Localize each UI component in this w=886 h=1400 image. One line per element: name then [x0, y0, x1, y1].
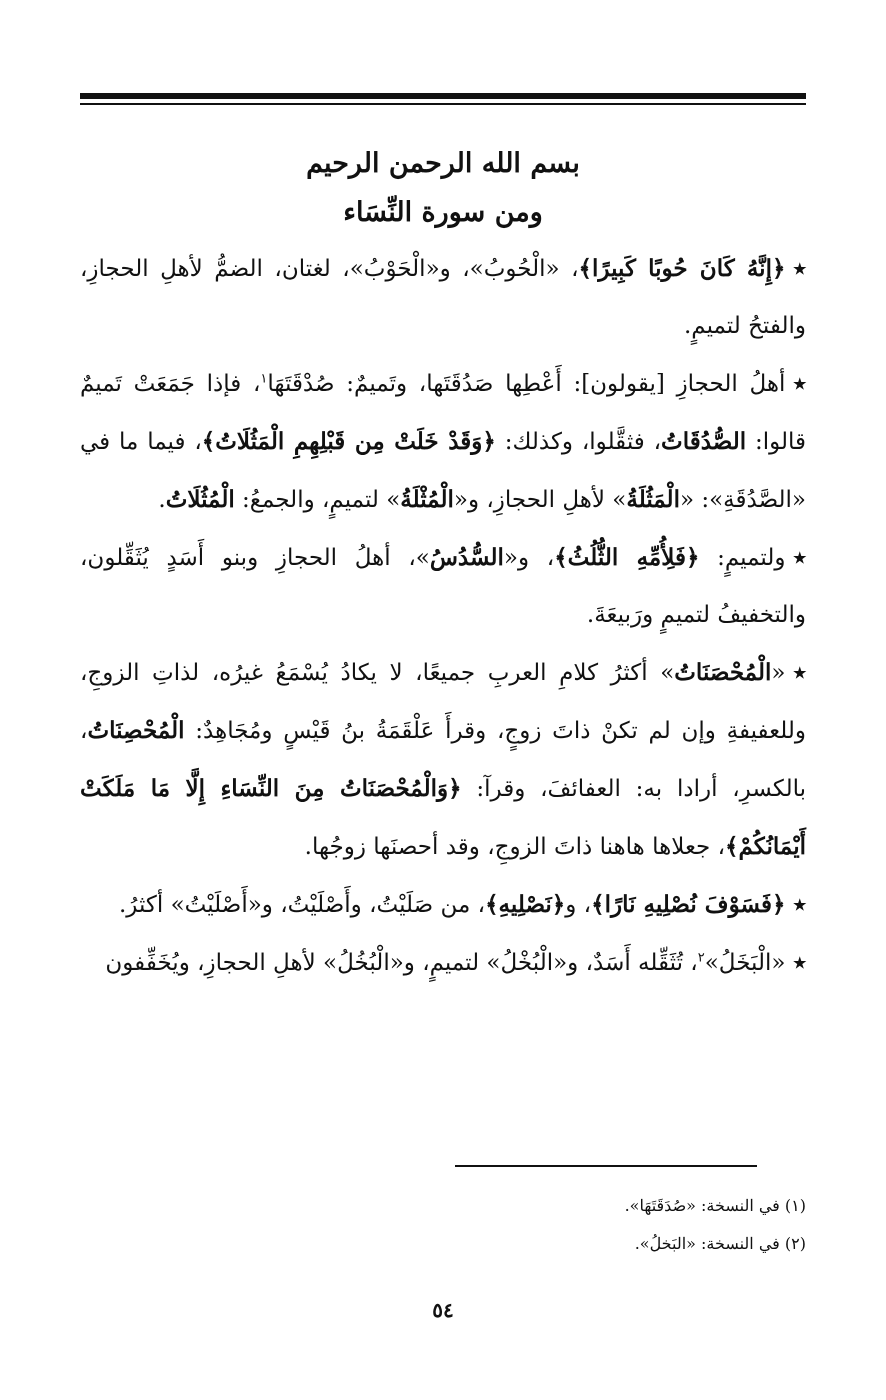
entry-text: ، تُثَقِّله أَسَدٌ، و«الْبُخْلُ» لتميمٍ، و«الْبُخُلُ» لأهلِ الحجازِ، ويُخَفِّفون [105, 950, 698, 976]
quran-quote: ﴿نَصْلِيهِ﴾ [485, 891, 566, 918]
bold-term: الصُّدُقَاتُ [661, 428, 747, 455]
asterisk-icon: ٭ [793, 659, 806, 686]
footnote-2: (٢) في النسخة: «البَخلُ». [634, 1234, 806, 1253]
entry-text: ، بالكسرِ، أرادا به: العفائفَ، وقرآ: [80, 718, 806, 802]
footnotes [80, 1195, 806, 1271]
asterisk-icon: ٭ [793, 544, 807, 571]
asterisk-icon: ٭ [793, 255, 806, 282]
footnote-separator [455, 1165, 757, 1167]
entry-text: » لأهلِ الحجازِ، و« [453, 487, 627, 513]
asterisk-icon: ٭ [793, 370, 806, 397]
footnote-1: (١) في النسخة: «صُدَقَتَهَا». [624, 1196, 806, 1215]
entry-text: » أكثرُ كلامِ العربِ جميعًا، لا يكادُ يُسْمَعُ غيرُه، لذاتِ الزوجِ، وللعفيفةِ وإن لم تكنْ ذاتَ زوجٍ، وقرأَ عَلْقَمَةُ بنُ قَيْسٍ ومُجَاهِدٌ: [80, 660, 806, 744]
entry-text: ولتميمٍ: [717, 545, 786, 571]
surah-title: ومن سورة النِّسَاء [343, 197, 543, 228]
page-body [80, 130, 806, 992]
entry-text: ، جعلاها هاهنا ذاتَ الزوجِ، وقد أحصنَها زوجُها. [304, 834, 726, 860]
header-rule-thick [80, 93, 806, 99]
quran-quote: ﴿وَقَدْ خَلَتْ مِن قَبْلِهِمِ الْمَثُلَاتُ﴾ [201, 428, 496, 455]
entry-nuslihi [80, 876, 806, 934]
bold-term: الْمُحْصَنَاتُ [674, 659, 772, 686]
quran-quote: ﴿فَسَوْفَ نُصْلِيهِ نَارًا﴾ [591, 891, 786, 918]
entry-text: »، أهلُ الحجازِ وبنو أَسَدٍ يُثَقِّلون، والتخفيفُ لتميمٍ ورَبيعَةَ. [80, 545, 806, 628]
entry-text: « [771, 660, 786, 686]
entry-text: . [158, 487, 166, 513]
entry-thuluth [80, 529, 806, 644]
entry-bukhl [80, 934, 806, 992]
entry-text: ، فإذا جَمَعَتْ تَميمٌ قالوا: [80, 371, 807, 455]
entry-text: أهلُ الحجازِ [يقولون]: أَعْطِها صَدُقَتَها، وتَميمٌ: صُدْقَتَهَا [267, 371, 786, 397]
asterisk-icon: ٭ [793, 949, 806, 976]
entry-text: » لتميمٍ، والجمعُ: [242, 487, 401, 513]
page-number: ٥٤ [432, 1298, 454, 1322]
quran-quote: ﴿فَلِأُمِّهِ الثُّلُثُ﴾ [554, 544, 700, 571]
bold-term: الْمُثُلَاتُ [165, 486, 235, 513]
entry-text: ، «الْحُوبُ»، و«الْحَوْبُ»، لغتان، الضمُّ لأهلِ الحجازِ، والفتحُ لتميمٍ. [80, 256, 806, 339]
bold-term: الْمَثُلَةُ [626, 486, 680, 513]
bold-term: الْمُحْصِنَاتُ [87, 717, 185, 744]
quran-quote: ﴿وَالْمُحْصَنَاتُ مِنَ النِّسَاءِ إِلَّا مَا مَلَكَتْ أَيْمَانُكُمْ﴾ [80, 775, 806, 860]
entry-hub [80, 240, 806, 355]
entry-text: ، و [565, 892, 592, 918]
header-rule-thin [80, 103, 806, 105]
entry-text: ، و« [503, 545, 555, 571]
bold-term: السُّدُسُ [429, 544, 504, 571]
entry-saduqa [80, 355, 806, 529]
entry-muhsanat [80, 644, 806, 876]
entry-text: ، فيما ما في «الصَّدُقَةِ»: « [80, 429, 806, 513]
basmala-heading: بسم الله الرحمن الرحيم [306, 148, 580, 179]
footnote-marker: ١ [260, 371, 268, 387]
quran-quote: ﴿إِنَّهُ كَانَ حُوبًا كَبِيرًا﴾ [578, 255, 786, 282]
entry-text: «الْبَخَلُ» [704, 950, 786, 976]
entry-text: ، فثقَّلوا، وكذلك: [504, 429, 662, 455]
asterisk-icon: ٭ [793, 891, 806, 918]
entry-text: ، من صَلَيْتُ، وأَصْلَيْتُ، و«أَصْلَيْتُ» أكثرُ. [118, 892, 486, 918]
footnote-marker: ٢ [697, 950, 705, 966]
bold-term: الْمُثْلَةُ [400, 486, 454, 513]
